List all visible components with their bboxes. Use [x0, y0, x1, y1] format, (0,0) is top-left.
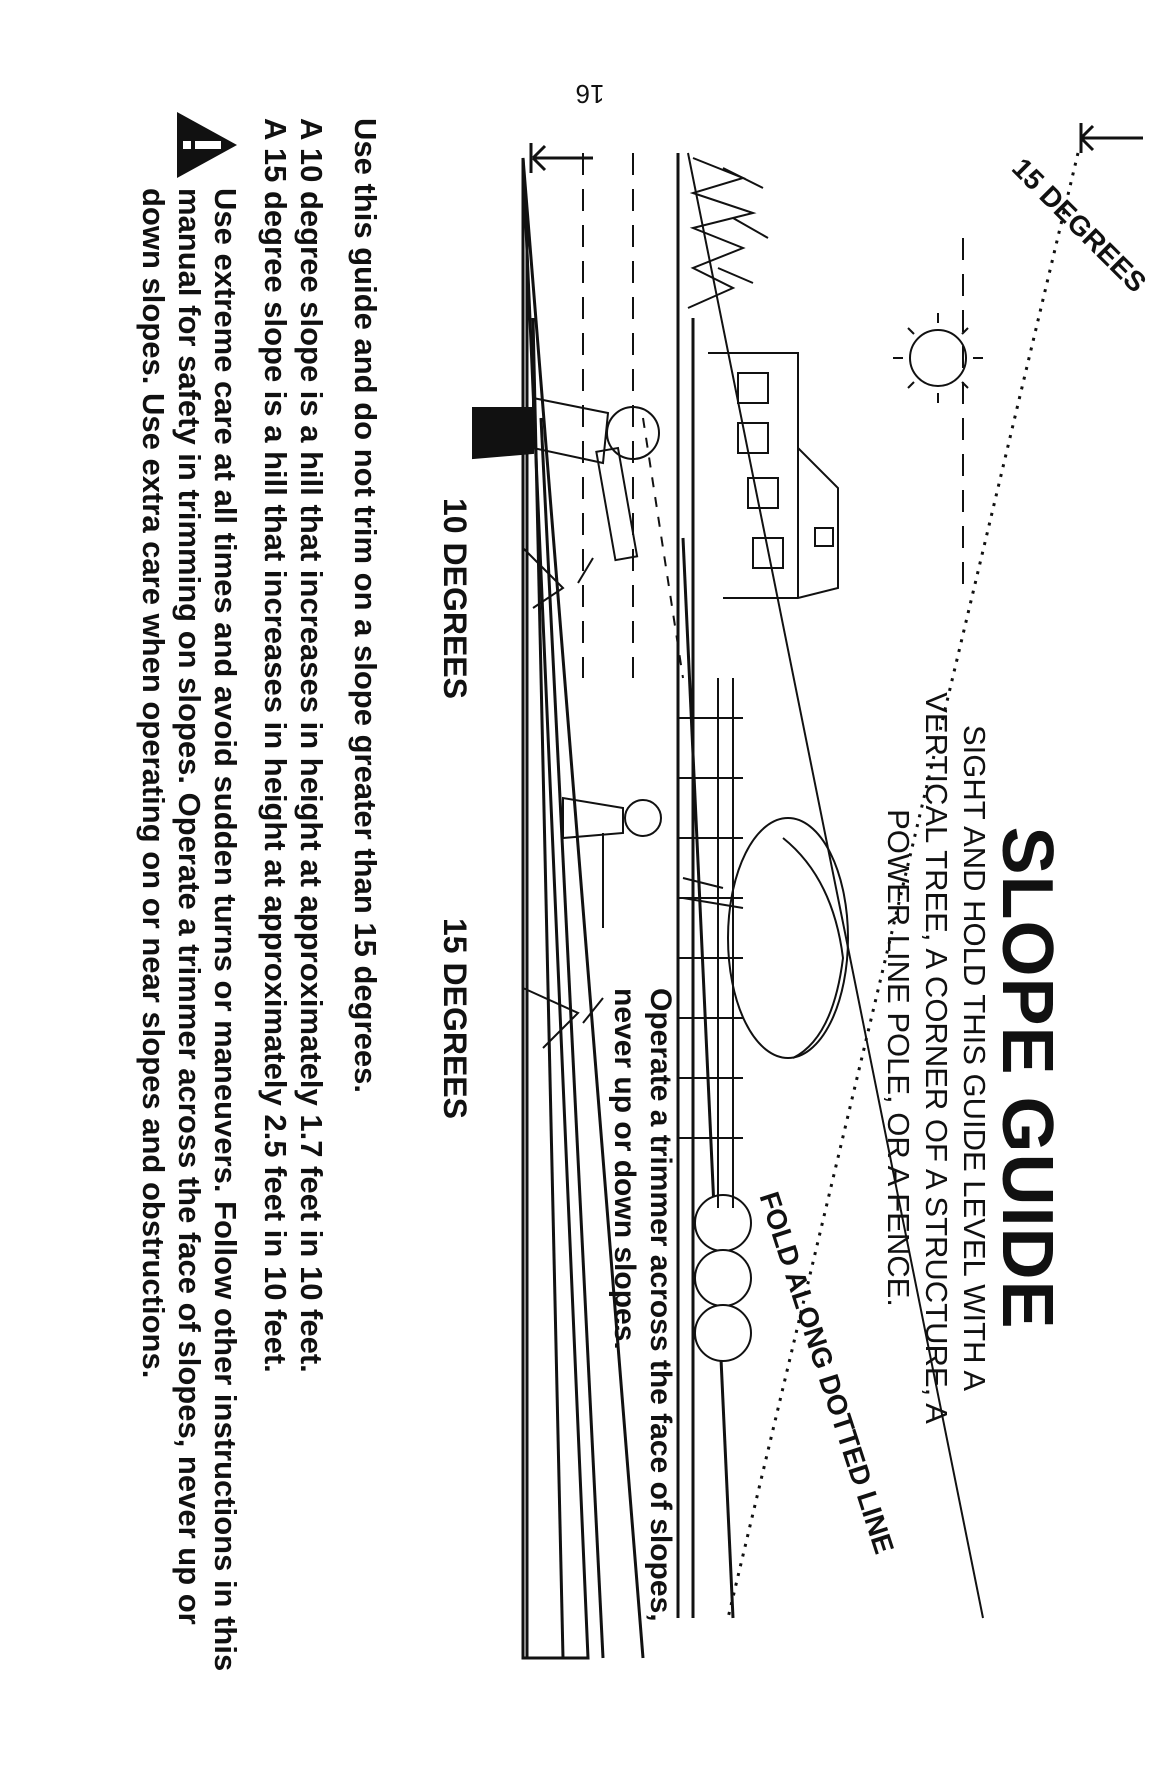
slope-guide-page [0, 118, 1163, 1708]
warning-text: Use extreme care at all times and avoid sudden turns or maneuvers. Follow other instructions in this manual for safety in trimming on slopes. Operate a trimmer across the face of slopes, never up or down slopes. Use extra care when operating on or near slopes and obstructions. [136, 188, 243, 1672]
body-text [239, 118, 383, 1678]
label-15-degrees-top: 15 DEGREES [1006, 152, 1153, 299]
round-shrubs-illustration [695, 1195, 751, 1361]
bushes-illustration [688, 158, 768, 308]
tree-illustration [683, 818, 848, 1058]
slope-15-definition: A 15 degree slope is a hill that increases in height at approximately 2.5 feet in 10 feet. [258, 118, 293, 1373]
warning-block [135, 118, 243, 1678]
page-title: SLOPE GUIDE [987, 826, 1067, 1330]
fold-label: FOLD ALONG DOTTED LINE [753, 1188, 900, 1558]
page-number: 16 [575, 79, 605, 109]
top-left-arrow-icon [1081, 123, 1143, 153]
slope-10-definition: A 10 degree slope is a hill that increases in height at approximately 1.7 feet in 10 feet. [294, 118, 329, 1373]
guide-usage-text: Use this guide and do not trim on a slope greater than 15 degrees. [348, 118, 383, 1093]
house-illustration [708, 353, 838, 598]
label-15-degrees: 15 DEGREES [437, 918, 473, 1119]
person-holding-guide-illustration [473, 398, 683, 678]
label-10-degrees: 10 DEGREES [437, 498, 473, 699]
warning-icon [175, 110, 239, 180]
operate-caption: Operate a trimmer across the face of slopes, never up or down slopes. [608, 988, 677, 1622]
slope-15-hill [523, 158, 588, 1658]
trimmer-operator-illustration [563, 798, 661, 928]
sun-icon [893, 313, 983, 403]
sighting-instruction: SIGHT AND HOLD THIS GUIDE LEVEL WITH A VERTICAL TREE, A CORNER OF A STRUCTURE, A POWER LINE POLE, OR A FENCE. [881, 692, 992, 1424]
